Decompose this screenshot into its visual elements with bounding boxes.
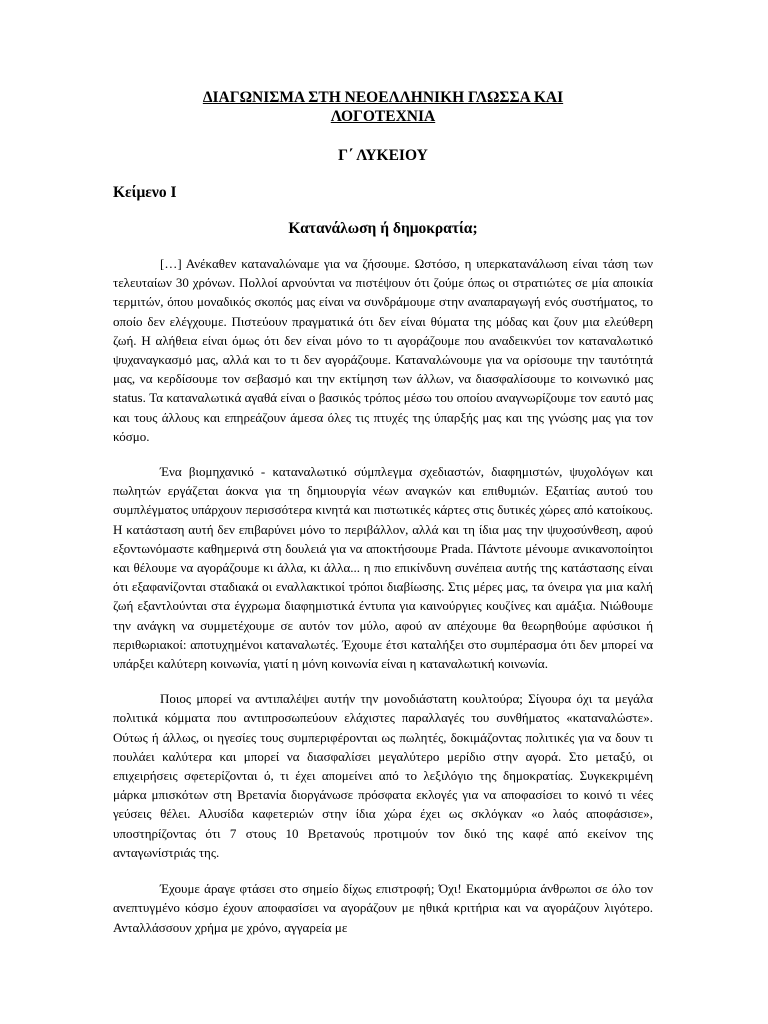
grade-heading: Γ΄ ΛΥΚΕΙΟΥ — [338, 147, 428, 164]
paragraph-1: […] Ανέκαθεν καταναλώναμε για να ζήσουμε. Ωστόσο, η υπερκατανάλωση είναι τάση των τελευταίων 30 χρόνων. Πολλοί αρνούνται να πιστέψουν ότι ζούμε όπως οι στρατιώτες σε μία αποικία τερμιτών, όπου μοναδικός σκοπός μας είναι να συνδράμουμε στην αναπαραγωγή ενός συστήματος, το οποίο δεν ελέγχουμε. Πιστεύουν πραγματικά ότι δεν είναι θύματα της μόδας και ζουν μια ελεύθερη ζωή. Η αλήθεια είναι όμως ότι δεν είναι μόνο το τι αγοράζουμε που αναδεικνύει τον καταναλωτικό ψυχαναγκασμό μας, αλλά και το τι δεν αγοράζουμε. Καταναλώνουμε για να ορίσουμε την ταυτότητά μας, να κερδίσουμε τον σεβασμό και την εκτίμηση των άλλων, να διασφαλίσουμε το κοινωνικό μας status. Τα καταναλωτικά αγαθά είναι ο βασικός τρόπος μέσω του οποίου αναγνωρίζουμε τον εαυτό μας και τους άλλους και επηρεάζουν άμεσα όλες τις πτυχές της ύπαρξής μας και της γνώσης μας για τον κόσμο. — [113, 256, 653, 444]
exam-title-line-2: ΛΟΓΟΤΕΧΝΙΑ — [330, 108, 436, 125]
exam-title-line-1: ΔΙΑΓΩΝΙΣΜΑ ΣΤΗ ΝΕΟΕΛΛΗΝΙΚΗ ΓΛΩΣΣΑ ΚΑΙ — [202, 89, 564, 106]
document-page — [113, 88, 653, 937]
text-title: Κατανάλωση ή δημοκρατία; — [288, 220, 478, 237]
paragraph-3: Ποιος μπορεί να αντιπαλέψει αυτήν την μονοδιάστατη κουλτούρα; Σίγουρα όχι τα μεγάλα πολιτικά κόμματα που αντιπροσωπεύουν ελάχιστες παραλλαγές του συνθήματος «καταναλώστε». Ούτως ή άλλως, οι ηγεσίες τους συμπεριφέρονται ως πωλητές, δοκιμάζοντας πολιτικές για να δουν τι πουλάει καλύτερα και μπορεί να διασφαλίσει μεγαλύτερο μερίδιο στην αγορά. Στο μεταξύ, οι επιχειρήσεις σφετερίζονται ό, τι έχει απομείνει από το λεξιλόγιο της δημοκρατίας. Συγκεκριμένη μάρκα μπισκότων στη Βρετανία διοργάνωσε πρόσφατα εκλογές για να αποφασίσει το κοινό τι νέες γεύσεις θέλει. Αλυσίδα καφετεριών στην ίδια χώρα έχει ως σκλόγκαν «ο λαός αποφάσισε», υποστηρίζοντας ότι 7 στους 10 Βρετανούς προτιμούν τον δικό της καφέ από εκείνον της ανταγωνίστριάς της. — [113, 691, 653, 860]
paragraph-4: Έχουμε άραγε φτάσει στο σημείο δίχως επιστροφή; Όχι! Εκατομμύρια άνθρωποι σε όλο τον ανεπτυγμένο κόσμο έχουν αποφασίσει να αγοράζουν με ηθικά κριτήρια και να αγοράζουν λιγότερο. Ανταλλάσσουν χρήμα με χρόνο, αγγαρεία με — [113, 881, 653, 935]
paragraph-2: Ένα βιομηχανικό - καταναλωτικό σύμπλεγμα σχεδιαστών, διαφημιστών, ψυχολόγων και πωλητών εργάζεται άοκνα για τη δημιουργία νέων αναγκών και επιθυμιών. Εξαιτίας αυτού του συμπλέγματος υπάρχουν περισσότερα κινητά και πιστωτικές κάρτες στις δυτικές χώρες από κατοίκους. Η κατάσταση αυτή δεν επιβαρύνει μόνο το περιβάλλον, αλλά και τη ίδια μας την ψυχοσύνθεση, αφού εξοντωνόμαστε καθημερινά στη δουλειά για να αποκτήσουμε Prada. Πάντοτε μένουμε ανικανοποίητοι και θέλουμε να αγοράζουμε κι άλλα, κι άλλα... η πιο επικίνδυνη συνέπεια αυτής της κατάστασης είναι ότι εξαφανίζονται σταδιακά οι εναλλακτικοί τρόποι διαβίωσης. Στις μέρες μας, τα όνειρα για μια καλή ζωή εξαντλούνται στα έγχρωμα διαφημιστικά έντυπα για καινούργιες κουζίνες και αμάξια. Νιώθουμε την ανάγκη να συμμετέχουμε σε αυτόν τον μύλο, αφού αν απέχουμε θα θεωρηθούμε αφύσικοι ή περιθωριακοί: αποτυχημένοι καταναλωτές. Έχουμε έτσι καταλήξει στο συμπέρασμα ότι δεν μπορεί να υπάρξει καλύτερη κοινωνία, γιατί η μόνη κοινωνία είναι η καταναλωτική κοινωνία. — [113, 464, 653, 672]
exam-title — [113, 88, 653, 126]
section-label: Κείμενο Ι — [113, 184, 177, 201]
